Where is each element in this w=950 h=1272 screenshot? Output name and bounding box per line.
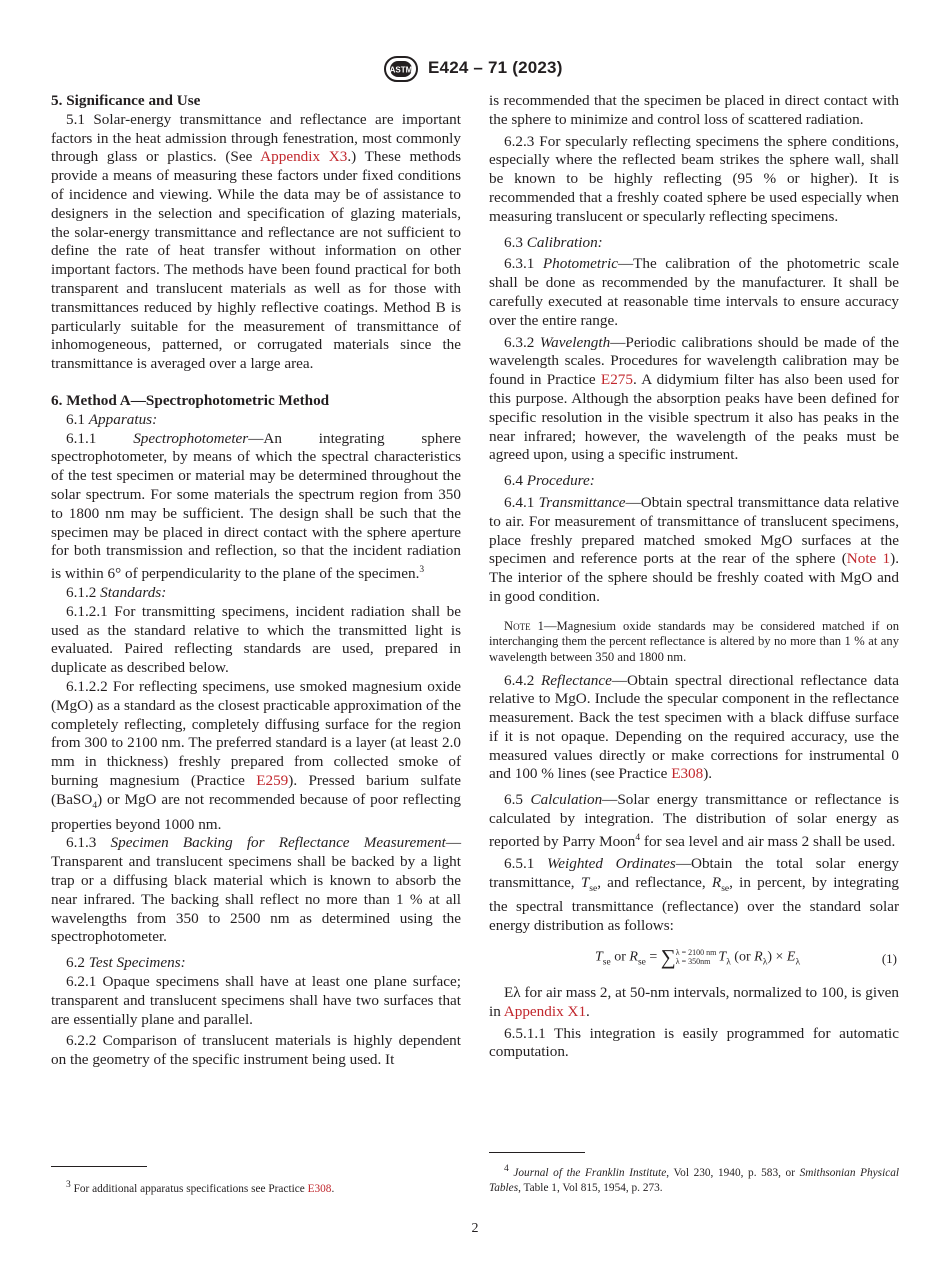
paragraph-5-1: 5.1 Solar-energy transmittance and reflectance are important factors in the heat admission through fenestration, most commonly through glass or plastics. (See Appendix X3.) These methods provide a means of measuring these factors under fixed conditions of incidence and viewing. While the data may be of assistance to designers in the selection and specification of glazing materials, the solar-energy transmittance and reflectance are not sufficient to define the rate of heat transfer without information on other important factors. The methods have been found practical for both transparent and translucent materials as well as for those with transmittances reduced by highly reflective coatings. Method B is particularly suitable for the measurement of transmittance of inhomogeneous, patterned, or corrugated materials since the transmittance is averaged over a large area. xyxy=(51,110,461,373)
paragraph-6-2-3: 6.2.3 For specularly reflecting specimens the sphere conditions, especially where the reflected beam strikes the sphere wall, shall be known to be highly reflecting (95 % or higher). It is recommended that a freshly coated sphere be used especially when measuring translucent or specularly reflecting specimens. xyxy=(489,132,899,225)
paragraph-6-3-1: 6.3.1 Photometric—The calibration of the photometric scale shall be done as recommended by the manufacturer. It shall be carefully executed at reasonable time intervals to ensure accuracy over the entire range. xyxy=(489,255,900,329)
equation-1 xyxy=(489,942,899,976)
footnote-rule-right xyxy=(489,1152,585,1153)
equation-number: (1) xyxy=(881,950,897,966)
note-1-link[interactable]: Note 1 xyxy=(846,550,891,568)
page-header xyxy=(0,56,950,86)
paragraph-6-2: 6.2 Test Specimens: xyxy=(66,954,186,972)
e259-link[interactable]: E259 xyxy=(256,771,289,789)
equation-body: $T_{se}$ or $R_{se} = \sum\lambda = 2100$ nm λ = 350nm $T_\lambda$ (or $R_\lambda) \times E_\lambda$ xyxy=(595,944,801,969)
paragraph-6-3: 6.3 Calibration: xyxy=(504,233,603,251)
footnote-4-marker: 4 xyxy=(635,832,641,843)
paragraph-6-1-2: 6.1.2 Standards: xyxy=(66,583,167,601)
appendix-x1-link[interactable]: Appendix X1 xyxy=(503,1002,587,1020)
e275-link[interactable]: E275 xyxy=(600,371,633,389)
section-6-heading: 6. Method A—Spectrophotometric Method xyxy=(51,391,330,409)
appendix-x3-link[interactable]: Appendix X3 xyxy=(260,148,348,166)
paragraph-6-5: 6.5 Calculation—Solar energy transmittance or reflectance is calculated by integration. The distribution of solar energy as reported by Parry Moon$^4$ for sea level and air mass 2 shall be used. xyxy=(489,791,899,850)
paragraph-6-1-1: 6.1.1 Spectrophotometer—An integrating sphere spectrophotometer, by means of which the spectral characteristics of the test specimen or material may be determined throughout the solar spectrum. For some materials the spectrum region from 350 to 1800 nm may be sufficient. The design shall be such that the specimen may be placed in direct contact with the sphere aperture for both transmission and reflection, so that the incident radiation is within 6° of perpendicularity to the plane of the specimen.$^3$ xyxy=(51,429,461,583)
section-5-heading: 5. Significance and Use xyxy=(51,92,201,109)
paragraph-6-3-2: 6.3.2 Wavelength—Periodic calibrations should be made of the wavelength scales. Procedures for wavelength calibration may be found in Practice E275. A didymium filter has also been used for this purpose. Although the absorption peaks have been defined for specific resolution in the visible spectrum it also has peaks in the near infrared; however, the wavelength of the peaks must be agreed upon, using a specific instrument. xyxy=(489,333,900,464)
summation-limits: λ = 2100 nm λ = 350nm xyxy=(675,948,717,967)
left-column xyxy=(51,92,461,1070)
logo-text: ASTM xyxy=(389,65,413,75)
paragraph-6-4-2: 6.4.2 Reflectance—Obtain spectral directional reflectance data relative to MgO. Include the specular component in the reflectance measurement. Back the test specimen with a black diffuse surface if it is not opaque. Depending on the required accuracy, use the measured values directly or make corrections for instrumental 0 and 100 % lines (see Practice E308). xyxy=(489,671,900,783)
paragraph-6-5-1: 6.5.1 Weighted Ordinates—Obtain the total solar energy transmittance, $T_{se}$, and reflectance, $R_{se}$, in percent, by integrating the spectral transmittance (reflectance) over the standard solar energy distribution as follows: xyxy=(489,854,900,935)
paragraph-e-lambda: Eλ for air mass 2, at 50-nm intervals, normalized to 100, is given in Appendix X1. xyxy=(489,983,899,1020)
paragraph-6-1-3: 6.1.3 Specimen Backing for Reflectance Measurement—Transparent and translucent specimens shall be backed by a light trap or a diffusing black material which is known to absorb the near infrared. The backing shall reflect no more than 1 % at all wavelengths from 350 to 2500 nm as determined using the spectrophotometer. xyxy=(51,834,461,946)
summation-symbol: ∑ xyxy=(660,944,676,969)
paragraph-6-1: 6.1 Apparatus: xyxy=(66,410,158,428)
footnote-rule-left xyxy=(51,1166,147,1167)
astm-logo-icon xyxy=(383,56,419,82)
paragraph-6-4-1: 6.4.1 Transmittance—Obtain spectral transmittance data relative to air. For measurement of transmittance of translucent specimens, place freshly prepared matched smoked MgO surfaces at the specimen and reference ports at the rear of the sphere (Note 1). The interior of the sphere should be freshly coated with MgO and in good condition. xyxy=(489,493,900,605)
paragraph-6-5-1-1: 6.5.1.1 This integration is easily programmed for automatic computation. xyxy=(489,1024,899,1061)
footnote-4: $^4$ Journal of the Franklin Institute, Vol 230, 1940, p. 583, or Smithsonian Physical Tables, Table 1, Vol 815, 1954, p. 273. xyxy=(489,1164,900,1194)
paragraph-6-2-2: 6.2.2 Comparison of translucent materials is highly dependent on the geometry of the specific instrument being used. It xyxy=(51,1032,461,1069)
e308-link[interactable]: E308 xyxy=(671,765,704,783)
paragraph-6-2-1: 6.2.1 Opaque specimens shall have at least one plane surface; transparent and translucent specimens shall have two surfaces that are essentially plane and parallel. xyxy=(51,972,461,1028)
document-designation: E424 – 71 (2023) xyxy=(428,58,563,77)
footnote-3-marker: 3 xyxy=(419,565,425,576)
paragraph-6-2-2-continued: is recommended that the specimen be placed in direct contact with the sphere to minimize and control loss of scattered radiation. xyxy=(489,92,899,128)
paragraph-6-1-2-2: 6.1.2.2 For reflecting specimens, use smoked magnesium oxide (MgO) as a standard as the closest practicable approximation of the completely reflecting, completely diffusing surface for the region from 300 to 2100 nm. The preferred standard is a layer (at least 2.0 mm in thickness) freshly prepared from collected smoke of burning magnesium (Practice E259). Pressed barium sulfate (BaSO$_4$) or MgO are not recommended because of poor reflecting properties beyond 1000 nm. xyxy=(51,677,461,833)
right-column xyxy=(489,92,899,1062)
note-1: Note 1—Magnesium oxide standards may be considered matched if on interchanging them the percent reflectance is altered by no more than 1 % at any wavelength between 350 and 1800 nm. xyxy=(489,618,899,664)
footnote-3: $^3$ For additional apparatus specifications see Practice E308. xyxy=(66,1180,335,1195)
paragraph-6-4: 6.4 Procedure: xyxy=(504,472,595,490)
page-number: 2 xyxy=(471,1221,479,1236)
paragraph-6-1-2-1: 6.1.2.1 For transmitting specimens, incident radiation shall be used as the standard relative to which the transmitted light is evaluated. Paired reflecting standards are used, prepared in duplicate as described below. xyxy=(51,602,461,677)
footnote-e308-link[interactable]: E308 xyxy=(307,1182,332,1195)
